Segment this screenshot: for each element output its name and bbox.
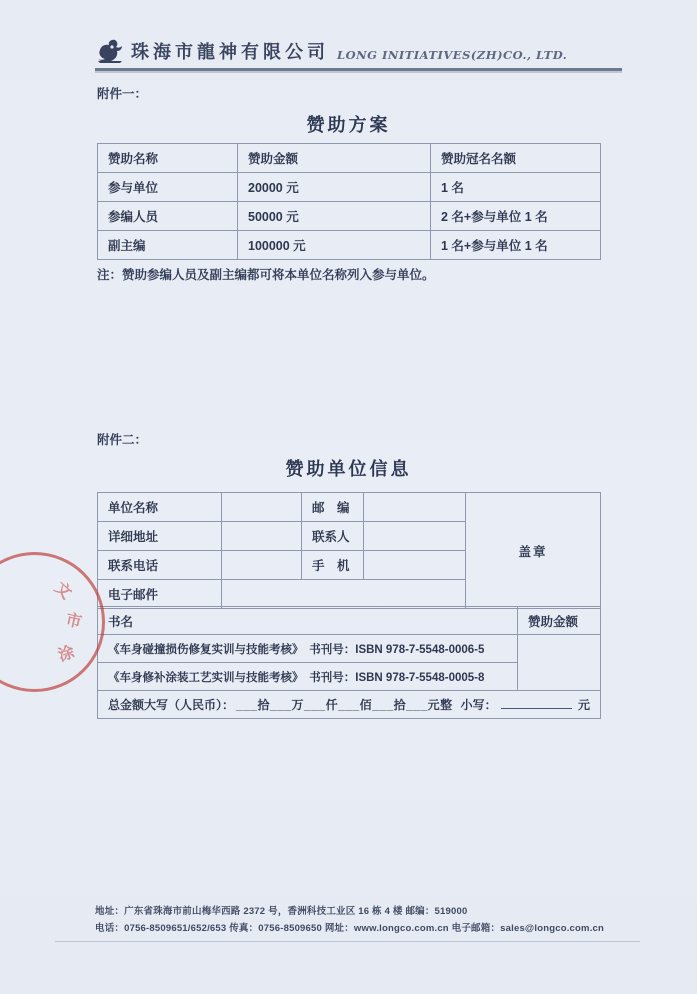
attachment2-label: 附件二： (97, 433, 148, 447)
field-label-unit-name: 单位名称 (98, 493, 222, 522)
dragon-logo-icon (95, 38, 125, 64)
field-label-phone: 联系电话 (98, 551, 222, 580)
sponsorship-plan-title: 赞助方案 (306, 115, 391, 135)
cell-naming-quota: 1 名 (431, 173, 601, 202)
attachment1-label: 附件一： (97, 87, 148, 101)
contact-value-cell (364, 522, 466, 551)
seal-character: 涂 (56, 643, 77, 665)
cell-sponsor-amount: 50000 元 (238, 202, 431, 231)
table-row (98, 173, 601, 202)
mobile-value-cell (364, 551, 466, 580)
table-header-row (98, 144, 601, 173)
header-naming-quota: 赞助冠名名额 (431, 144, 601, 173)
total-small-label: 小写： (460, 698, 497, 712)
field-label-contact: 联系人 (302, 522, 364, 551)
footer-address-line: 地址：广东省珠海市前山梅华西路 2372 号，香洲科技工业区 16 栋 4 楼 邮编：519000 (95, 906, 468, 917)
email-value-cell (222, 580, 466, 609)
unit-name-value-cell (222, 493, 302, 522)
total-amount-units: ___拾___万___仟___佰___拾___元整 (236, 698, 453, 712)
book-title-header: 书名 (98, 607, 518, 635)
total-amount-prefix: 总金额大写（人民币）： (108, 698, 235, 712)
cell-naming-quota: 2 名+参与单位 1 名 (431, 202, 601, 231)
footer-contact-block (95, 903, 604, 937)
company-header (95, 38, 625, 64)
cell-sponsor-amount: 100000 元 (238, 231, 431, 260)
book-row (98, 635, 601, 663)
seal-character: 市 (63, 611, 84, 632)
cell-sponsor-amount: 20000 元 (238, 173, 431, 202)
book-title-2: 《车身修补涂装工艺实训与技能考核》 书刊号：ISBN 978-7-5548-0005-8 (98, 663, 518, 691)
table-row (98, 231, 601, 260)
book-title-1: 《车身碰撞损伤修复实训与技能考核》 书刊号：ISBN 978-7-5548-0006-5 (98, 635, 518, 663)
postal-value-cell (364, 493, 466, 522)
sponsor-info-form-upper (97, 492, 601, 609)
total-amount-cell (98, 691, 601, 719)
company-name-en: LONG INITIATIVES(ZH)CO., LTD. (337, 48, 568, 62)
field-label-postal: 邮 编 (302, 493, 364, 522)
cell-sponsor-name: 参编人员 (98, 202, 238, 231)
header-divider-line (95, 68, 622, 71)
footer-contacts-line: 电话：0756-8509651/652/653 传真：0756-8509650 网址：www.longco.com.cn 电子邮箱：sales@longco.com.cn (95, 923, 605, 934)
sponsor-info-form-lower (97, 606, 601, 719)
field-label-mobile: 手 机 (302, 551, 364, 580)
table-row (98, 202, 601, 231)
form-row (98, 607, 601, 635)
header-sponsor-amount: 赞助金额 (238, 144, 431, 173)
amount-header: 赞助金额 (518, 607, 601, 635)
note-text: 注：赞助参编人员及副主编都可将本单位名称列入参与单位。 (97, 268, 435, 282)
seal-character: 文 (51, 579, 75, 603)
field-label-address: 详细地址 (98, 522, 222, 551)
total-amount-suffix: 元 (577, 698, 590, 712)
form-row (98, 493, 601, 522)
header-sponsor-name: 赞助名称 (98, 144, 238, 173)
sponsor-info-title: 赞助单位信息 (285, 459, 412, 479)
amount-value-cell (518, 635, 601, 691)
address-value-cell (222, 522, 302, 551)
seal-cell: 盖章 (466, 493, 601, 609)
total-amount-row (98, 691, 601, 719)
sponsorship-plan-table (97, 143, 601, 260)
partial-red-seal-icon (0, 552, 105, 692)
cell-naming-quota: 1 名+参与单位 1 名 (431, 231, 601, 260)
total-small-blank-line (501, 697, 572, 709)
field-label-email: 电子邮件 (98, 580, 222, 609)
cell-sponsor-name: 副主编 (98, 231, 238, 260)
phone-value-cell (222, 551, 302, 580)
cell-sponsor-name: 参与单位 (98, 173, 238, 202)
company-name-cn: 珠海市龍神有限公司 (131, 42, 329, 62)
page-bottom-scan-line (55, 941, 640, 942)
